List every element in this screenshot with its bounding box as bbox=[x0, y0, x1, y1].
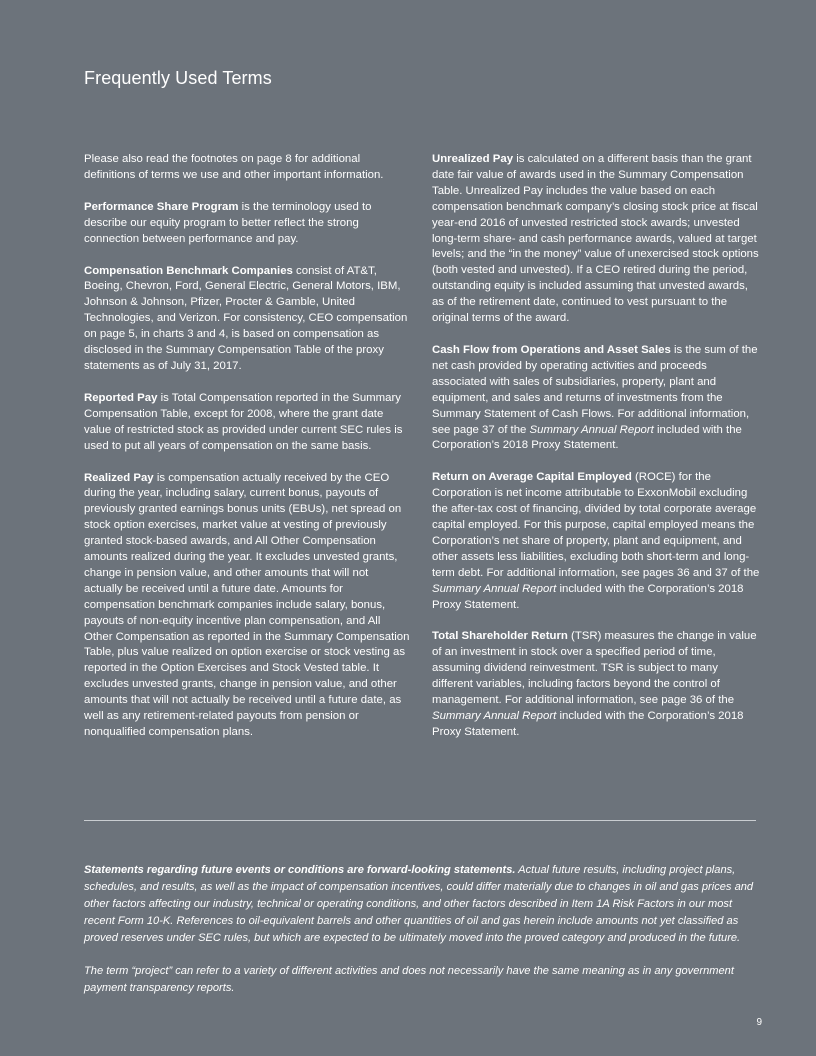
definition-text: consist of AT&T, Boeing, Chevron, Ford, General Electric, General Motors, IBM, Johnson & Johnson, Pfizer, Procter & Gamble, United Technologies, and Verizon. For consistency, CEO compensation on page 5, in charts 3 and 4, is based on compensation as disclosed in the Summary Compensation Table of the proxy statements as of July 31, 2017. bbox=[84, 264, 408, 372]
definition-text: is Total Compensation reported in the Summary Compensation Table, except for 2008, where the grant date value of restricted stock as provided under current SEC rules is used to put all years of compensation on the same basis. bbox=[84, 391, 403, 452]
definition-text: is compensation actually received by the CEO during the year, including salary, current bonus, payouts of previously granted earnings bonus units (EBUs), net spread on stock option exercises, market value at vesting of previously granted stock-based awards, and All Other Compensation amounts realized during the year. It excludes unvested grants, change in pension value, and other amounts that will not actually be received until a future date. Amounts for compensation benchmark companies include salary, bonus, payouts of non-equity incentive plan compensation, and All Other Compensation as reported in the Summary Compensation Table, plus value realized on option exercise or stock vesting as reported in the Option Exercises and Stock Vested table. It excludes unvested grants, change in pension value, and other amounts that will not actually be received until a future date, as well as any retirement-related payouts from pension or nonqualified compensation plans. bbox=[84, 471, 410, 738]
definition-tail: included with the Corporation’s 2018 Proxy Statement. bbox=[432, 423, 742, 452]
term-performance-share-program: Performance Share Program bbox=[84, 200, 239, 213]
definitions-columns bbox=[84, 152, 760, 757]
term-tsr: Total Shareholder Return bbox=[432, 630, 568, 643]
definition-text: is the terminology used to describe our equity program to better reflect the strong connection between performance and pay. bbox=[84, 200, 372, 245]
term-reported-pay: Reported Pay bbox=[84, 391, 158, 404]
disclaimer-lead: Statements regarding future events or conditions are forward-looking statements. bbox=[84, 864, 516, 876]
definition-text: (ROCE) for the Corporation is net income attributable to ExxonMobil excluding the after-tax cost of financing, divided by total corporate average capital employed. For this purpose, capital employed means the Corporation’s net share of property, plant and equipment, and other assets less liabilities, excluding both short-term and long-term debt. For additional information, see pages 36 and 37 of the bbox=[432, 471, 760, 579]
left-column bbox=[84, 152, 410, 757]
definition-text: is calculated on a different basis than the grant date fair value of awards used in the Summary Compensation Table. Unrealized Pay includes the value based on each compensation benchmark company’s closing stock price at fiscal year-end 2016 of unvested restricted stock awards; unvested long-term share- and cash performance awards, valued at target levels; and the “in the money” value of unexercised stock options (both vested and unvested). If a CEO retired during the period, outstanding equity is included assuming that unvested awards, as of the retirement date, continued to vest pursuant to the original terms of the award. bbox=[432, 153, 759, 325]
report-title: Summary Annual Report bbox=[432, 582, 557, 595]
realized-pay-definition bbox=[84, 471, 410, 741]
intro-paragraph: Please also read the footnotes on page 8 for additional definitions of terms we use and other important information. bbox=[84, 153, 384, 181]
term-realized-pay: Realized Pay bbox=[84, 471, 154, 484]
term-compensation-benchmark-companies: Compensation Benchmark Companies bbox=[84, 264, 293, 277]
term-roce: Return on Average Capital Employed bbox=[432, 471, 632, 484]
report-title: Summary Annual Report bbox=[529, 423, 654, 436]
page-title: Frequently Used Terms bbox=[84, 68, 272, 88]
cash-flow-definition bbox=[432, 343, 760, 454]
reported-pay-definition bbox=[84, 391, 410, 455]
disclaimer-body: Actual future results, including project plans, schedules, and results, as well as the impact of compensation incentives, could differ materially due to changes in oil and gas prices and other factors affecting our industry, technical or operating conditions, and other factors described in Item 1A Risk Factors in our most recent Form 10-K. References to oil-equivalent barrels and other quantities of oil and gas herein include amounts not yet classified as proved reserves under SEC rules, but which are expected to be ultimately moved into the proved category and produced in the future. bbox=[84, 864, 754, 944]
project-term-note: The term “project” can refer to a variety of different activities and does not necessarily have the same meaning as in any government payment transparency reports. bbox=[84, 965, 734, 994]
definition-text: is the sum of the net cash provided by operating activities and proceeds associated with sales of subsidiaries, property, plant and equipment, and sales and returns of investments from the Summary Statement of Cash Flows. For additional information, see page 37 of the bbox=[432, 343, 758, 436]
forward-looking-disclaimer bbox=[84, 862, 760, 1013]
section-divider bbox=[84, 820, 756, 821]
definition-text: (TSR) measures the change in value of an investment in stock over a specified period of time, assuming dividend reinvestment. TSR is subject to many different variables, including factors beyond the control of management. For additional information, see page 36 of the bbox=[432, 630, 757, 707]
unrealized-pay-definition bbox=[432, 152, 760, 327]
page-number: 9 bbox=[756, 1017, 762, 1028]
definition-tail: included with the Corporation’s 2018 Proxy Statement. bbox=[432, 710, 744, 738]
term-unrealized-pay: Unrealized Pay bbox=[432, 153, 514, 165]
definition-tail: included with the Corporation’s 2018 Proxy Statement. bbox=[432, 582, 744, 611]
compensation-benchmark-companies-definition bbox=[84, 264, 410, 375]
forward-looking-statement bbox=[84, 862, 760, 947]
tsr-definition bbox=[432, 629, 760, 740]
term-cash-flow: Cash Flow from Operations and Asset Sales bbox=[432, 343, 671, 356]
roce-definition bbox=[432, 470, 760, 613]
report-title: Summary Annual Report bbox=[432, 710, 557, 722]
right-column bbox=[432, 152, 760, 757]
performance-share-program-definition bbox=[84, 200, 410, 248]
